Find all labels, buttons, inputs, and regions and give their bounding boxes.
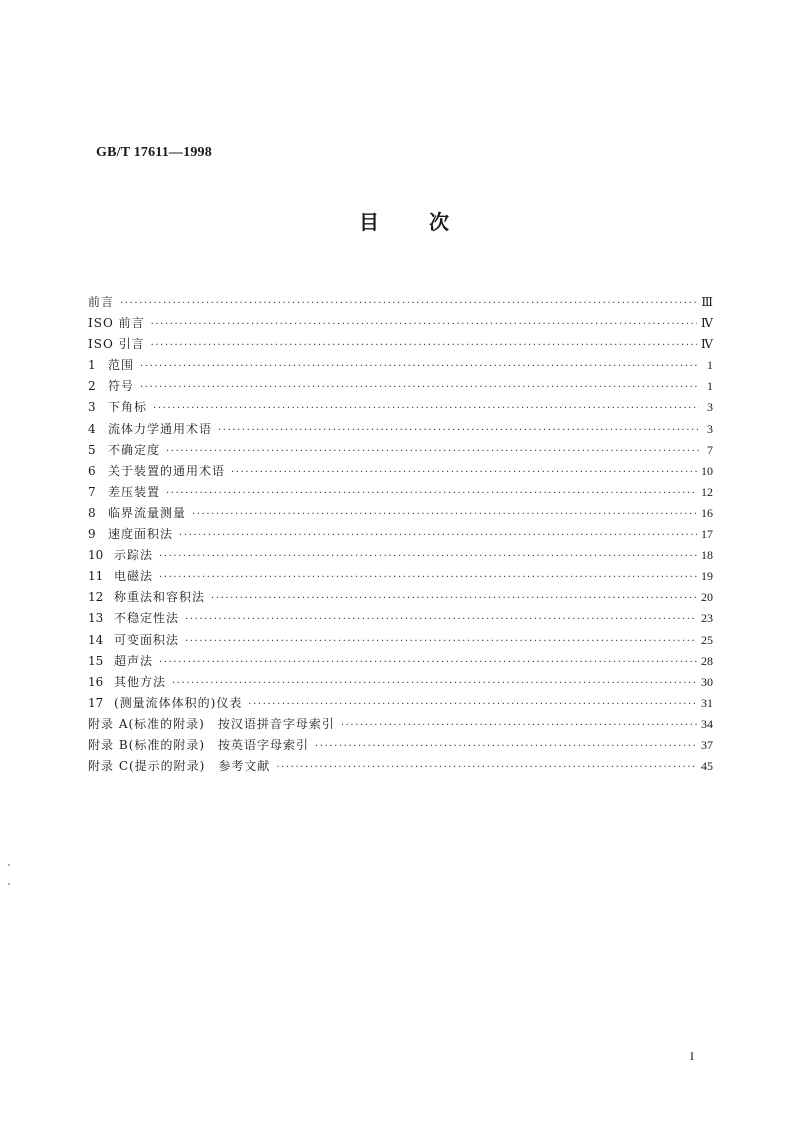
toc-entry[interactable] <box>88 334 713 355</box>
toc-dot-leader <box>166 441 699 462</box>
toc-dot-leader <box>315 736 697 757</box>
toc-entry-number: 1 <box>88 358 96 373</box>
toc-entry-number: 8 <box>88 505 96 520</box>
toc-entry[interactable] <box>88 397 713 418</box>
toc-dot-leader <box>211 588 697 609</box>
toc-entry-label: 超声法 <box>114 653 154 668</box>
toc-entry-number: 16 <box>88 674 104 689</box>
toc-entry[interactable] <box>88 672 713 693</box>
toc-entry[interactable] <box>88 524 713 545</box>
toc-dot-leader <box>341 715 697 736</box>
toc-dot-leader <box>179 525 697 546</box>
toc-entry-label: 附录 C(提示的附录) 参考文献 <box>88 759 271 774</box>
toc-entry-label: (测量流体体积的)仪表 <box>114 695 243 710</box>
toc-entry-label: 速度面积法 <box>108 527 174 542</box>
toc-entry[interactable] <box>88 376 713 397</box>
toc-entry-page: 30 <box>701 674 713 689</box>
toc-entry[interactable] <box>88 756 713 777</box>
toc-dot-leader <box>159 652 697 673</box>
toc-entry-number: 17 <box>88 695 104 710</box>
toc-entry-label: 符号 <box>108 379 135 394</box>
toc-dot-leader <box>166 483 697 504</box>
toc-entry-number: 10 <box>88 548 104 563</box>
toc-dot-leader <box>151 314 697 335</box>
toc-entry-page: 34 <box>701 716 713 731</box>
toc-entry-number: 14 <box>88 632 104 647</box>
toc-entry-number: 15 <box>88 653 104 668</box>
toc-entry-label: 附录 A(标准的附录) 按汉语拼音字母索引 <box>88 716 335 731</box>
toc-dot-leader <box>140 356 699 377</box>
toc-entry-page: 16 <box>701 505 713 520</box>
standard-number: GB/T 17611—1998 <box>96 145 212 160</box>
scan-speck <box>8 883 10 885</box>
toc-entry[interactable] <box>88 735 713 756</box>
toc-entry-number: 7 <box>88 484 96 499</box>
toc-entry-label: 不稳定性法 <box>114 611 180 626</box>
toc-entry-page: 37 <box>701 737 713 752</box>
scan-speck <box>8 864 10 866</box>
toc-entry-number: 13 <box>88 611 104 626</box>
toc-entry-label: 关于装置的通用术语 <box>108 463 226 478</box>
title-part-2: 次 <box>429 210 449 234</box>
toc-entry-label: 前言 <box>88 295 115 309</box>
toc-entry[interactable] <box>88 292 713 313</box>
page-number: I <box>690 1049 694 1063</box>
toc-entry-number: 12 <box>88 590 104 605</box>
toc-dot-leader <box>159 546 697 567</box>
toc-entry[interactable] <box>88 566 713 587</box>
toc-entry-page: 1 <box>707 379 713 394</box>
toc-entry-number: 9 <box>88 527 96 542</box>
toc-entry[interactable] <box>88 714 713 735</box>
toc-entry-number: 3 <box>88 400 96 415</box>
toc-entry-label: 其他方法 <box>114 674 167 689</box>
toc-entry-label: 电磁法 <box>114 569 154 584</box>
toc-entry[interactable] <box>88 630 713 651</box>
toc-entry-page: 45 <box>701 759 713 774</box>
toc-entry-label: 差压装置 <box>108 484 161 499</box>
toc-entry-page: 1 <box>707 358 713 373</box>
toc-dot-leader <box>185 609 697 630</box>
toc-entry-number: 6 <box>88 463 96 478</box>
toc-dot-leader <box>192 504 697 525</box>
toc-entry-label: 下角标 <box>108 400 148 415</box>
toc-entry[interactable] <box>88 587 713 608</box>
toc-entry-label: 范围 <box>108 358 135 373</box>
toc-entry-number: 11 <box>88 569 104 584</box>
toc-entry-page: 17 <box>701 527 713 542</box>
toc-entry-page: 20 <box>701 590 713 605</box>
toc-entry-label: 可变面积法 <box>114 632 180 647</box>
toc-entry[interactable] <box>88 545 713 566</box>
toc-entry-page: 23 <box>701 611 713 626</box>
toc-dot-leader <box>276 757 697 778</box>
toc-entry[interactable] <box>88 608 713 629</box>
toc-entry-label: 流体力学通用术语 <box>108 421 213 436</box>
toc-entry-number: 5 <box>88 442 96 457</box>
toc-dot-leader <box>120 293 697 314</box>
toc-entry-label: ISO 前言 <box>88 316 145 331</box>
toc-entry-page: 12 <box>701 484 713 499</box>
table-of-contents <box>88 292 713 777</box>
toc-entry-page: 19 <box>701 569 713 584</box>
toc-entry-page: 18 <box>701 548 713 563</box>
toc-entry-number: 4 <box>88 421 96 436</box>
toc-entry-page: Ⅳ <box>701 316 713 331</box>
toc-entry-page: 3 <box>707 421 713 436</box>
toc-entry-page: Ⅳ <box>701 337 713 352</box>
toc-dot-leader <box>218 420 699 441</box>
toc-entry-label: ISO 引言 <box>88 337 145 352</box>
toc-dot-leader <box>140 377 699 398</box>
toc-entry[interactable] <box>88 651 713 672</box>
title-part-1: 目 <box>359 210 379 234</box>
toc-entry[interactable] <box>88 355 713 376</box>
toc-entry[interactable] <box>88 693 713 714</box>
toc-entry-number: 2 <box>88 379 96 394</box>
toc-entry[interactable] <box>88 461 713 482</box>
toc-entry-page: 3 <box>707 400 713 415</box>
toc-entry[interactable] <box>88 313 713 334</box>
toc-dot-leader <box>231 462 697 483</box>
toc-entry-page: 10 <box>701 463 713 478</box>
toc-dot-leader <box>159 567 697 588</box>
toc-entry[interactable] <box>88 503 713 524</box>
toc-entry-page: 7 <box>707 442 713 457</box>
page-title <box>0 206 794 235</box>
toc-entry-page: Ⅲ <box>701 295 713 309</box>
toc-entry-label: 附录 B(标准的附录) 按英语字母索引 <box>88 737 309 752</box>
toc-entry-page: 25 <box>701 632 713 647</box>
toc-dot-leader <box>185 631 697 652</box>
toc-dot-leader <box>151 335 697 356</box>
toc-dot-leader <box>172 673 697 694</box>
toc-entry-label: 临界流量测量 <box>108 505 187 520</box>
toc-entry-label: 称重法和容积法 <box>114 590 206 605</box>
toc-entry[interactable] <box>88 440 713 461</box>
toc-entry[interactable] <box>88 482 713 503</box>
toc-entry-page: 31 <box>701 695 713 710</box>
toc-entry-label: 不确定度 <box>108 442 161 457</box>
toc-entry-label: 示踪法 <box>114 548 154 563</box>
toc-entry-page: 28 <box>701 653 713 668</box>
toc-entry[interactable] <box>88 419 713 440</box>
toc-dot-leader <box>153 398 699 419</box>
toc-dot-leader <box>248 694 697 715</box>
